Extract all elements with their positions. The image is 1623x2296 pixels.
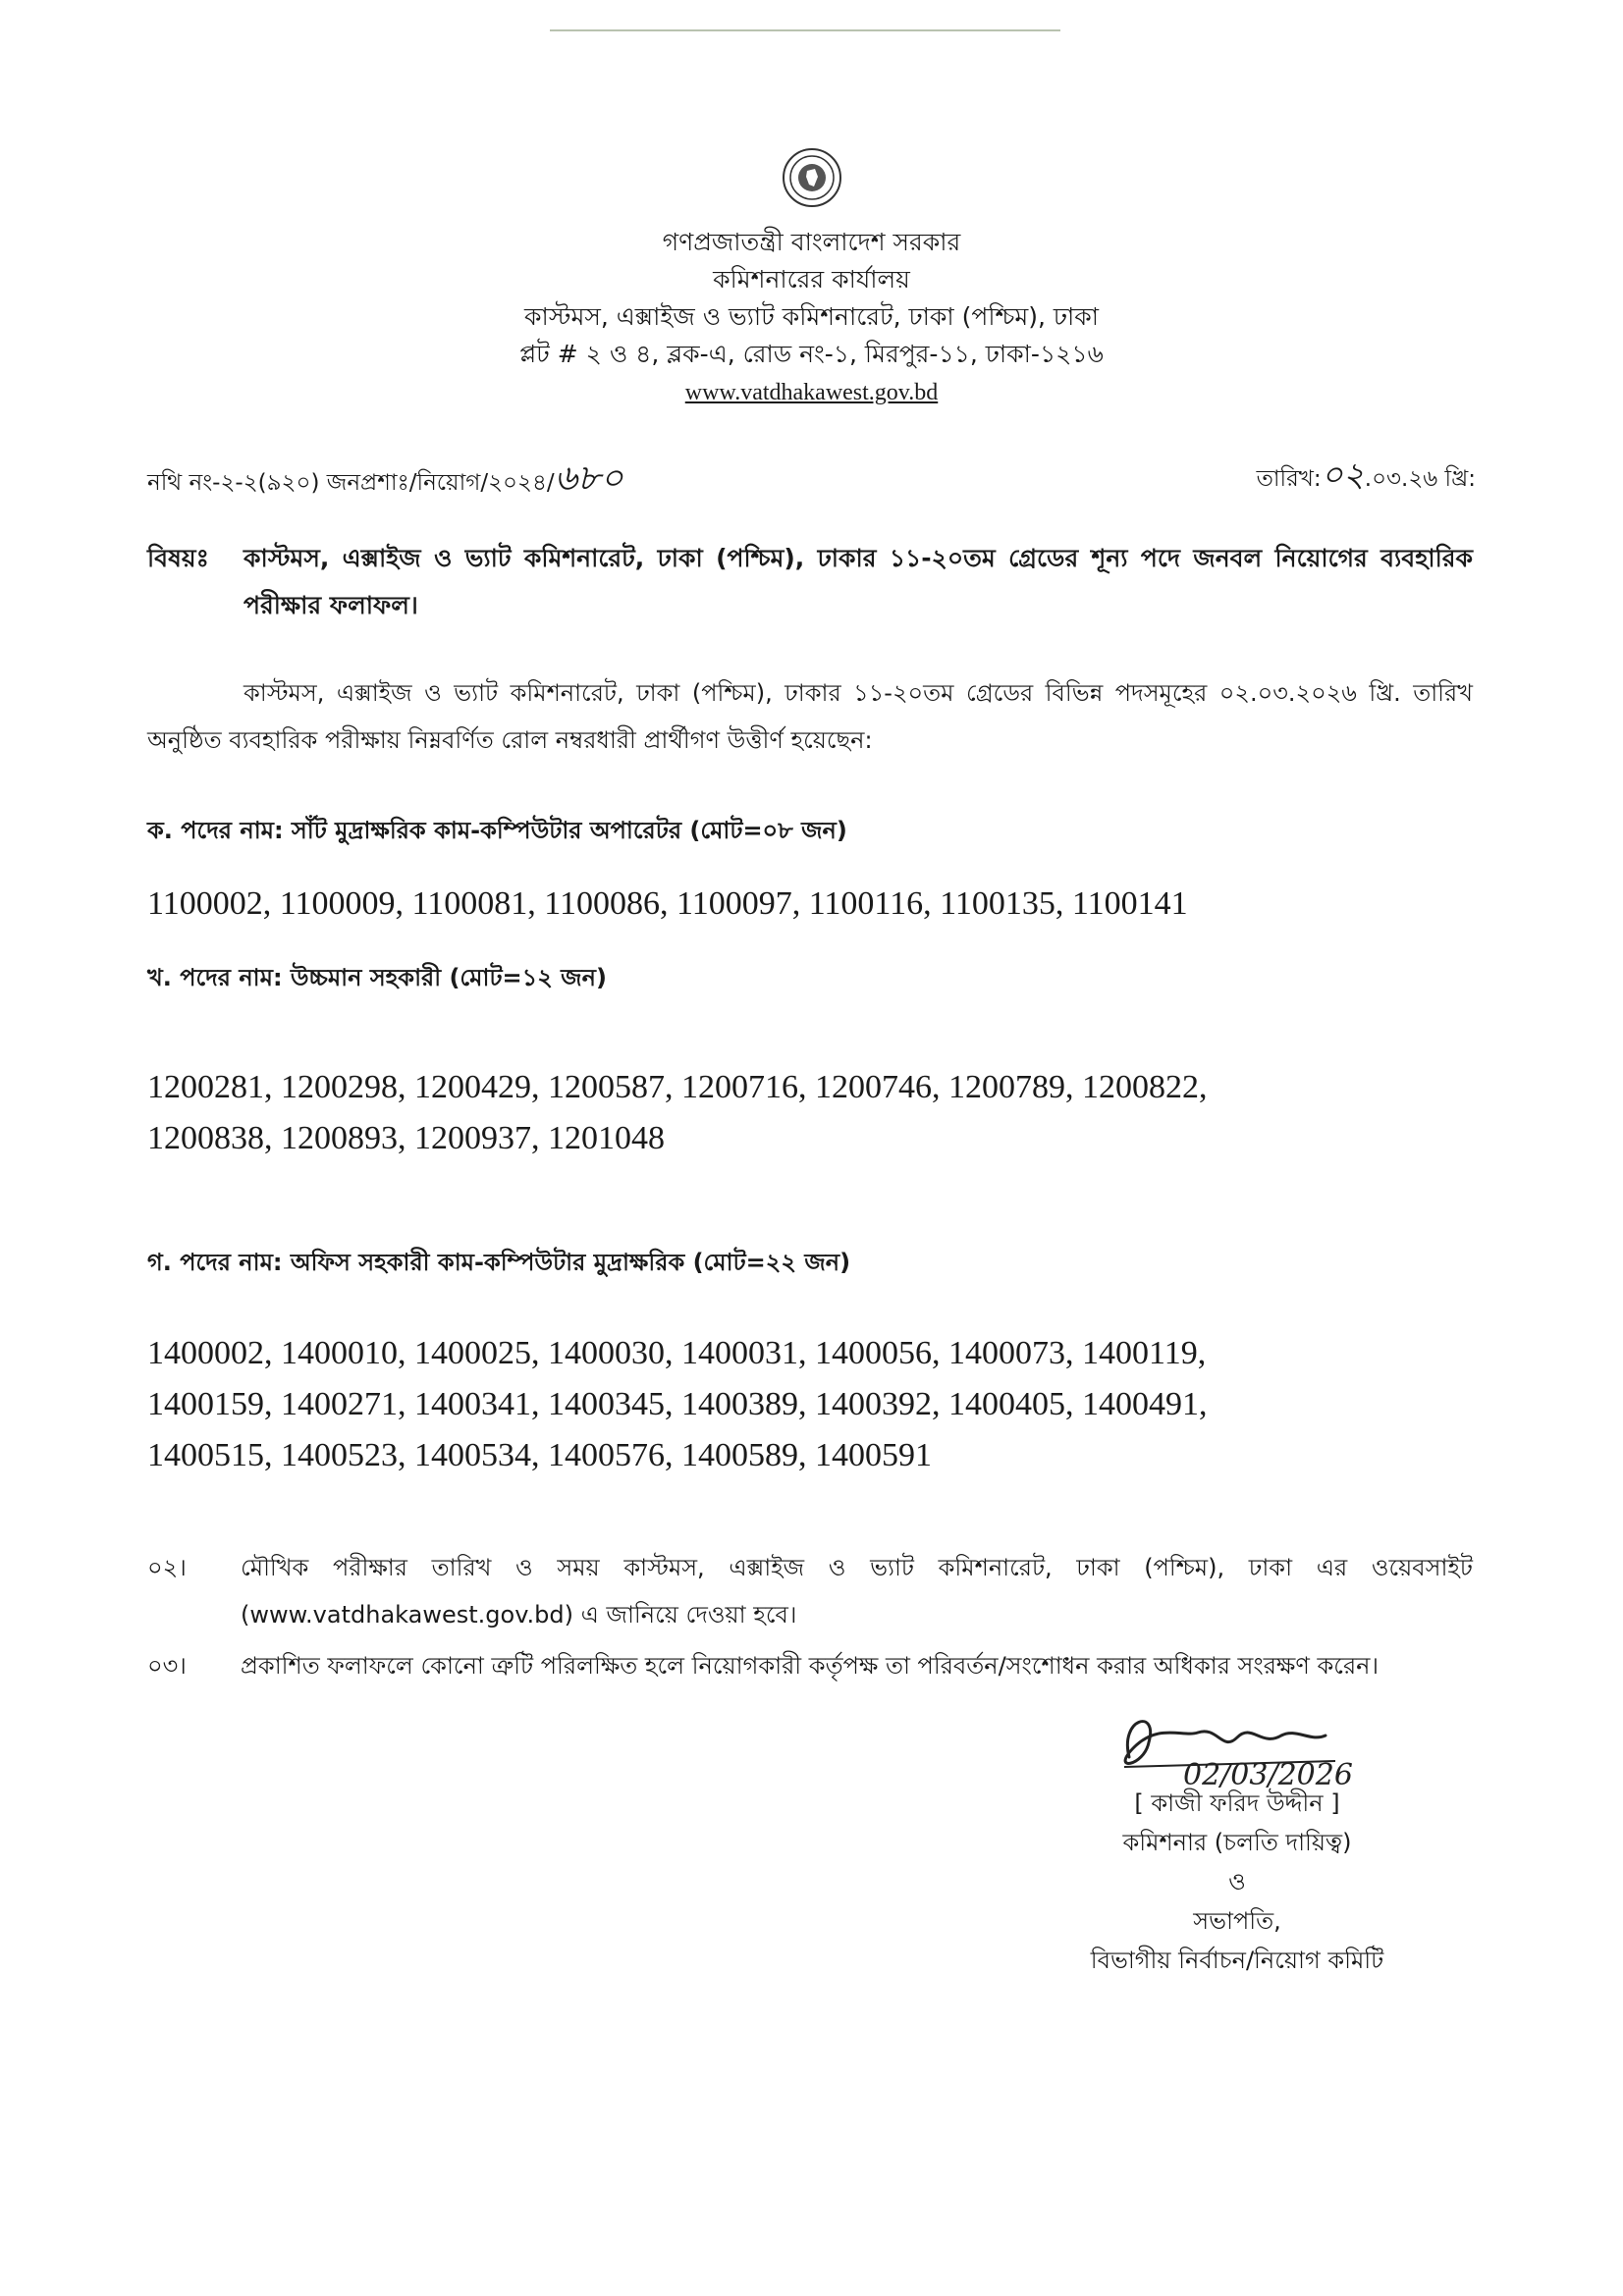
header-office: কমিশনারের কার্যালয় bbox=[713, 265, 910, 294]
signature-block bbox=[1011, 1698, 1463, 1980]
date-label: তারিখ: bbox=[1256, 466, 1322, 492]
issue-date bbox=[1257, 450, 1476, 506]
note-number: ০২। bbox=[147, 1554, 187, 1581]
post-title-ga: গ. পদের নাম: অফিস সহকারী কাম-কম্পিউটার মুদ্রাক্ষরিক (মোট=২২ জন) bbox=[147, 1249, 851, 1276]
handwritten-signature-icon bbox=[1090, 1698, 1384, 1791]
signatory-designation: কমিশনার (চলতি দায়িত্ব) bbox=[1122, 1829, 1352, 1856]
roll-line: 1400159, 1400271, 1400341, 1400345, 1400389, 1400392, 1400405, 1400491, bbox=[147, 1386, 1208, 1422]
roll-line: 1400515, 1400523, 1400534, 1400576, 1400589, 1400591 bbox=[147, 1437, 932, 1473]
body-paragraph: কাস্টমস, এক্সাইজ ও ভ্যাট কমিশনারেট, ঢাকা (পশ্চিম), ঢাকার ১১-২০তম গ্রেডের বিভিন্ন পদসমূহের ০২.০৩.২০২৬ খ্রি. তারিখ অনুষ্ঠিত ব্যবহারিক পরীক্ষায় নিম্নবর্ণিত রোল নম্বরধারী প্রার্থীগণ উত্তীর্ণ হয়েছেন: bbox=[147, 679, 1473, 754]
roll-list-ka bbox=[147, 879, 1473, 930]
roll-line: 1100002, 1100009, 1100081, 1100086, 1100097, 1100116, 1100135, 1100141 bbox=[147, 885, 1188, 922]
post-title-ka: ক. পদের নাম: সাঁট মুদ্রাক্ষরিক কাম-কম্পিউটার অপারেটর (মোট=০৮ জন) bbox=[147, 817, 847, 844]
note-text: প্রকাশিত ফলাফলে কোনো ত্রুটি পরিলক্ষিত হলে নিয়োগকারী কর্তৃপক্ষ তা পরিবর্তন/সংশোধন করার অধিকার সংরক্ষণ করেন। bbox=[241, 1652, 1380, 1680]
note-text: মৌখিক পরীক্ষার তারিখ ও সময় কাস্টমস, এক্সাইজ ও ভ্যাট কমিশনারেট, ঢাকা (পশ্চিম), ঢাকা এর ওয়েবসাইট (www.vatdhakawest.gov.bd) এ জানিয়ে দেওয়া হবে। bbox=[241, 1554, 1473, 1629]
note-02 bbox=[147, 1544, 1473, 1638]
government-emblem-icon bbox=[782, 147, 842, 208]
header-website-link[interactable]: www.vatdhakawest.gov.bd bbox=[684, 380, 939, 405]
signatory-name: [ কাজী ফরিদ উদ্দীন ] bbox=[1134, 1789, 1340, 1817]
letterhead bbox=[0, 147, 1623, 411]
post-title-kha: খ. পদের নাম: উচ্চমান সহকারী (মোট=১২ জন) bbox=[147, 964, 607, 991]
header-commissionerate: কাস্টমস, এক্সাইজ ও ভ্যাট কমিশনারেট, ঢাকা (পশ্চিম), ঢাকা bbox=[524, 302, 1099, 331]
roll-list-ga bbox=[147, 1328, 1473, 1481]
memo-prefix: নথি নং-২-২(৯২০) জনপ্রশাঃ/নিয়োগ/২০২৪/ bbox=[147, 470, 555, 496]
header-government: গণপ্রজাতন্ত্রী বাংলাদেশ সরকার bbox=[662, 228, 961, 256]
roll-line: 1200838, 1200893, 1200937, 1201048 bbox=[147, 1120, 665, 1156]
subject-block bbox=[147, 535, 1473, 629]
roll-line: 1400002, 1400010, 1400025, 1400030, 1400031, 1400056, 1400073, 1400119, bbox=[147, 1335, 1207, 1371]
subject-text: কাস্টমস, এক্সাইজ ও ভ্যাট কমিশনারেট, ঢাকা (পশ্চিম), ঢাকার ১১-২০তম গ্রেডের শূন্য পদে জনবল নিয়োগের ব্যবহারিক পরীক্ষার ফলাফল। bbox=[243, 544, 1473, 619]
signature-date: 02/03/2026 bbox=[1183, 1758, 1353, 1791]
memo-number bbox=[147, 452, 623, 510]
scan-edge-line bbox=[550, 29, 1060, 31]
subject-label: বিষয়ঃ bbox=[147, 544, 209, 572]
signatory-conjunction: ও bbox=[1228, 1868, 1246, 1896]
signatory-committee: বিভাগীয় নির্বাচন/নিয়োগ কমিটি bbox=[1090, 1947, 1384, 1974]
roll-line: 1200281, 1200298, 1200429, 1200587, 1200716, 1200746, 1200789, 1200822, bbox=[147, 1069, 1208, 1105]
note-03 bbox=[147, 1642, 1473, 1689]
roll-list-kha bbox=[147, 1062, 1473, 1164]
note-number: ০৩। bbox=[147, 1652, 187, 1680]
date-rest: .০৩.২৬ খ্রি: bbox=[1364, 466, 1476, 492]
date-handwritten-day: ০২ bbox=[1321, 455, 1365, 495]
signatory-role: সভাপতি, bbox=[1193, 1907, 1281, 1935]
header-address: প্লট # ২ ও ৪, ব্লক-এ, রোড নং-১, মিরপুর-১১, ঢাকা-১২১৬ bbox=[519, 340, 1104, 368]
memo-handwritten-number: ৬৮০ bbox=[554, 458, 623, 499]
